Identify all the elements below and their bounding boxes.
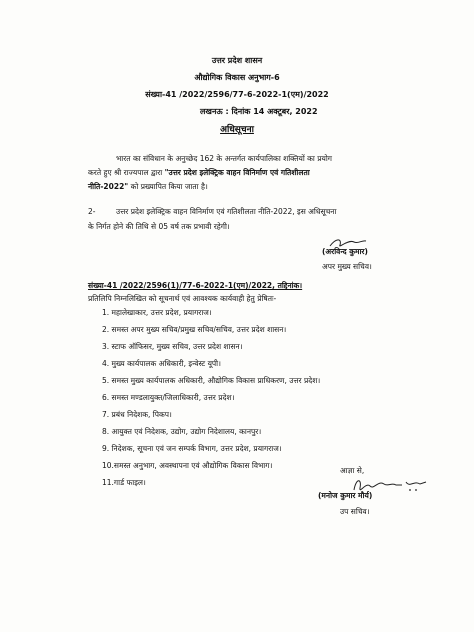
list-item: 4. मुख्य कार्यपालक अधिकारी, इन्वेस्ट यूपी। xyxy=(102,359,221,368)
copy-reference: संख्या-41 /2022/2596(1)/77-6-2022-1(एम)/2022, तद्दिनांक। xyxy=(88,281,303,290)
list-item: 3. स्टाफ ऑफिसर, मुख्य सचिव, उत्तर प्रदेश शासन। xyxy=(102,342,243,351)
header-date: लखनऊ : दिनांक 14 अक्टूबर, 2022 xyxy=(200,107,318,116)
header-govt: उत्तर प्रदेश शासन xyxy=(211,56,263,65)
signer1-name: (अरविन्द कुमार) xyxy=(322,247,368,256)
para1-line1: भारत का संविधान के अनुच्छेद 162 के अन्तर्गत कार्यपालिका शक्तियों का प्रयोग xyxy=(116,154,333,163)
list-item: 5. समस्त मुख्य कार्यपालक अधिकारी, औद्योगिक विकास प्राधिकरण, उत्तर प्रदेश। xyxy=(102,376,321,385)
policy-name-end: नीति-2022" xyxy=(88,182,129,191)
para1-line2 xyxy=(88,168,310,178)
notification-title: अधिसूचना xyxy=(220,125,254,135)
para1-line3 xyxy=(88,182,208,192)
header-number: संख्या-41 /2022/2596/77-6-2022-1(एम)/2022 xyxy=(145,90,329,99)
list-item: 9. निदेशक, सूचना एवं जन सम्पर्क विभाग, उत्तर प्रदेश, प्रयागराज। xyxy=(102,444,282,453)
para1-line3-post: को प्रख्यापित किया जाता है। xyxy=(128,182,208,191)
para2-line2: के निर्गत होने की तिथि से 05 वर्ष तक प्रभावी रहेगी। xyxy=(88,222,230,231)
signer2-name: (मनोज कुमार मौर्य) xyxy=(318,491,373,500)
list-item: 10.समस्त अनुभाग, अवस्थापना एवं औद्योगिक विकास विभाग। xyxy=(102,461,273,470)
para2-number: 2- xyxy=(88,207,96,216)
list-item: 11.गार्ड फाइल। xyxy=(102,478,146,487)
para1-line2-pre: करते हुए श्री राज्यपाल द्वारा xyxy=(88,168,165,177)
list-item: 2. समस्त अपर मुख्य सचिव/प्रमुख सचिव/सचिव, उत्तर प्रदेश शासन। xyxy=(102,325,287,334)
copy-intro: प्रतिलिपि निम्नलिखित को सूचनार्थ एवं आवश्यक कार्यवाही हेतु प्रेषितः- xyxy=(88,294,277,303)
list-item: 8. आयुक्त एवं निदेशक, उद्योग, उद्योग निदेशालय, कानपुर। xyxy=(102,427,262,436)
header-dept: औद्योगिक विकास अनुभाग-6 xyxy=(194,73,280,82)
list-item: 6. समस्त मण्डलायुक्त/जिलाधिकारी, उत्तर प्रदेश। xyxy=(102,393,235,402)
signer2-designation: उप सचिव। xyxy=(340,507,370,516)
list-item: 7. प्रबंध निदेशक, पिकप। xyxy=(102,410,172,419)
para2-line1: उत्तर प्रदेश इलेक्ट्रिक वाहन विनिर्माण एवं गतिशीलता नीति-2022, इस अधिसूचना xyxy=(116,207,337,216)
policy-name: "उत्तर प्रदेश इलेक्ट्रिक वाहन विनिर्माण एवं गतिशीलता xyxy=(164,168,310,177)
list-item: 1. महालेखाकार, उत्तर प्रदेश, प्रयागराज। xyxy=(102,308,212,317)
order-line: आज्ञा से, xyxy=(340,466,365,475)
signature-arvind xyxy=(328,236,368,250)
signer1-designation: अपर मुख्य सचिव। xyxy=(322,262,372,271)
